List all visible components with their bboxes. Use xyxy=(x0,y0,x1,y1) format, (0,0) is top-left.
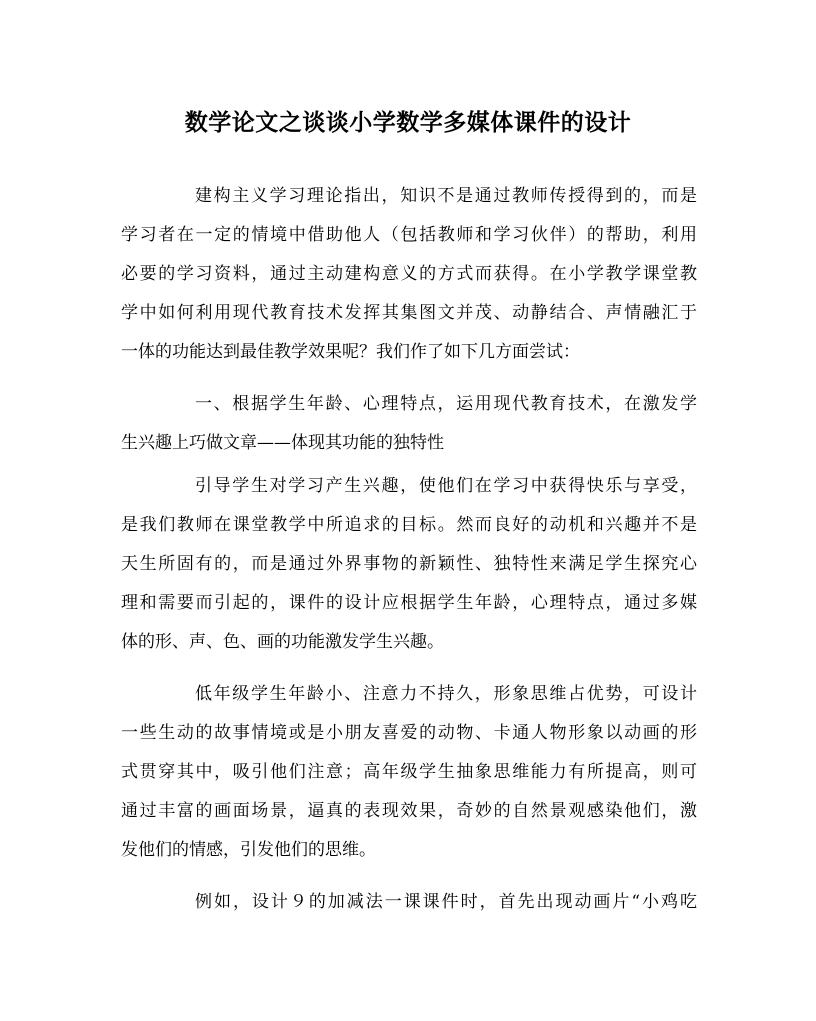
paragraph xyxy=(121,675,697,870)
paragraph xyxy=(121,883,697,922)
text-line: 一体的功能达到最佳教学效果呢？我们作了如下几方面尝试： xyxy=(121,342,580,362)
text-line: 学习者在一定的情境中借助他人（包括教师和学习伙伴）的帮助，利用 xyxy=(121,225,697,245)
text-line: 天生所固有的，而是通过外界事物的新颖性、独特性来满足学生探究心 xyxy=(121,554,697,574)
paragraph xyxy=(121,177,697,372)
text-line: 低年级学生年龄小、注意力不持久，形象思维占优势，可设计 xyxy=(195,684,697,704)
text-line: 必要的学习资料，通过主动建构意义的方式而获得。在小学教学课堂教 xyxy=(121,264,697,284)
text-line: 式贯穿其中，吸引他们注意；高年级学生抽象思维能力有所提高，则可 xyxy=(121,762,697,782)
text-line: 是我们教师在课堂教学中所追求的目标。然而良好的动机和兴趣并不是 xyxy=(121,515,697,535)
text-line: 通过丰富的画面场景，逼真的表现效果，奇妙的自然景观感染他们，激 xyxy=(121,801,697,821)
paragraph xyxy=(121,467,697,662)
text-line: 引导学生对学习产生兴趣，使他们在学习中获得快乐与享受， xyxy=(195,476,697,496)
document-title: 数学论文之谈谈小学数学多媒体课件的设计 xyxy=(184,109,632,136)
text-line: 体的形、声、色、画的功能激发学生兴趣。 xyxy=(121,632,444,652)
text-line: 一、根据学生年龄、心理特点，运用现代教育技术，在激发学 xyxy=(195,394,697,414)
text-line: 例如，设计９的加减法一课课件时，首先出现动画片“小鸡吃 xyxy=(195,892,697,912)
text-line: 建构主义学习理论指出，知识不是通过教师传授得到的，而是 xyxy=(195,186,697,206)
text-line: 发他们的情感，引发他们的思维。 xyxy=(121,840,376,860)
text-line: 生兴趣上巧做文章——体现其功能的独特性 xyxy=(121,433,444,453)
text-line: 理和需要而引起的，课件的设计应根据学生年龄，心理特点，通过多媒 xyxy=(121,593,697,613)
text-line: 学中如何利用现代教育技术发挥其集图文并茂、动静结合、声情融汇于 xyxy=(121,303,697,323)
paragraph xyxy=(121,385,697,463)
text-line: 一些生动的故事情境或是小朋友喜爱的动物、卡通人物形象以动画的形 xyxy=(121,723,697,743)
